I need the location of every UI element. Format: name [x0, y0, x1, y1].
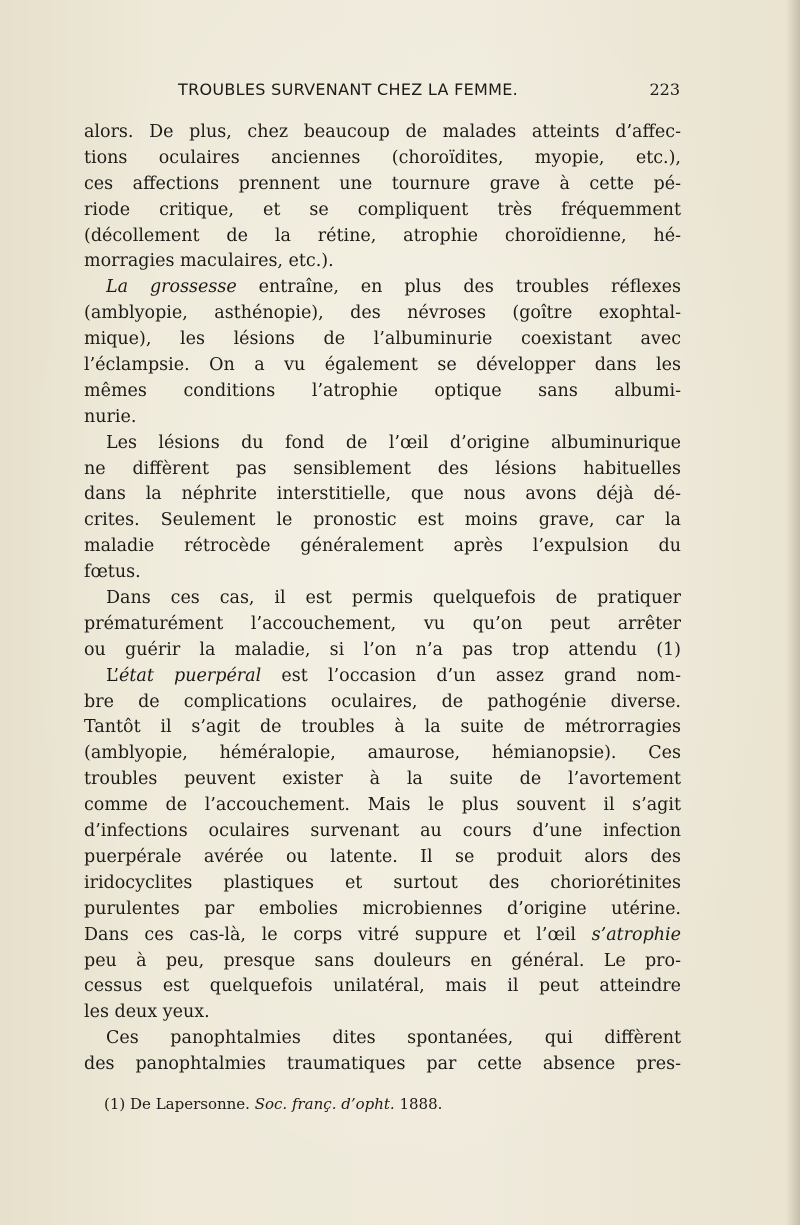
- text-line: (amblyopie, asthénopie), des névroses (goître exophtal-: [84, 303, 681, 324]
- text-line: ne diffèrent pas sensiblement des lésions habituelles: [84, 458, 681, 479]
- italic-phrase: La grossesse: [106, 277, 237, 298]
- text-run: Dans ces cas-là, le corps vitré suppure et l’œil: [84, 924, 592, 945]
- text-line: [84, 664, 681, 690]
- text-line: bre de complications oculaires, de pathogénie diverse.: [84, 691, 681, 712]
- text-run: entraîne, en plus des troubles réflexes: [236, 277, 681, 298]
- text-line: Ces panophtalmies dites spontanées, qui diffèrent: [106, 1028, 681, 1049]
- page-header: [88, 78, 680, 108]
- footnote: [104, 1095, 664, 1113]
- text-line: dans la néphrite interstitielle, que nous avons déjà dé-: [84, 484, 681, 505]
- italic-phrase: état puerpéral: [119, 665, 262, 686]
- text-line: riode critique, et se compliquent très fréquemment: [84, 199, 681, 220]
- text-line: nurie.: [84, 406, 137, 427]
- text-line: alors. De plus, chez beaucoup de malades atteints d’affec-: [84, 122, 681, 142]
- footnote-year: 1888.: [394, 1095, 443, 1113]
- text-line: maladie rétrocède généralement après l’expulsion du: [84, 536, 681, 557]
- text-line: l’éclampsie. On a vu également se développer dans les: [84, 355, 681, 376]
- text-line: troubles peuvent exister à la suite de l’avortement: [84, 769, 681, 790]
- text-line: ces affections prennent une tournure grave à cette pé-: [84, 173, 681, 194]
- text-line: des panophtalmies traumatiques par cette absence pres-: [84, 1054, 681, 1075]
- text-line: fœtus.: [84, 562, 141, 583]
- text-line: d’infections oculaires survenant au cours d’une infection: [84, 821, 681, 842]
- text-line: Tantôt il s’agit de troubles à la suite de métrorragies: [84, 717, 681, 738]
- text-line: prématurément l’accouchement, vu qu’on peut arrêter: [84, 613, 681, 634]
- text-line: morragies maculaires, etc.).: [84, 251, 334, 272]
- text-line: iridocyclites plastiques et surtout des choriorétinites: [84, 872, 681, 893]
- text-line: (décollement de la rétine, atrophie choroïdienne, hé-: [84, 225, 681, 246]
- text-line: mique), les lésions de l’albuminurie coexistant avec: [84, 329, 681, 350]
- body-text: [84, 120, 681, 1078]
- text-run: est l’occasion d’un assez grand nom-: [261, 665, 681, 686]
- text-line: tions oculaires anciennes (choroïdites, myopie, etc.),: [84, 147, 681, 168]
- text-line: les deux yeux.: [84, 1002, 210, 1023]
- text-line: (amblyopie, héméralopie, amaurose, hémianopsie). Ces: [84, 743, 681, 764]
- text-line: Dans ces cas, il est permis quelquefois de pratiquer: [106, 588, 681, 609]
- footnote-journal: Soc. franç. d’opht.: [254, 1095, 395, 1113]
- text-line: [84, 275, 681, 301]
- italic-phrase: s’atrophie: [591, 924, 681, 945]
- text-line: puerpérale avérée ou latente. Il se produit alors des: [84, 846, 681, 867]
- page-edge-shadow: [786, 0, 800, 1225]
- text-line: peu à peu, presque sans douleurs en général. Le pro-: [84, 950, 681, 971]
- text-line: crites. Seulement le pronostic est moins grave, car la: [84, 510, 681, 531]
- text-line: purulentes par embolies microbiennes d’origine utérine.: [84, 898, 681, 919]
- running-title: TROUBLES SURVENANT CHEZ LA FEMME.: [178, 80, 519, 99]
- text-line: [84, 923, 681, 949]
- footnote-marker: (1): [104, 1095, 126, 1113]
- text-line: Les lésions du fond de l’œil d’origine albuminurique: [106, 432, 681, 453]
- page-number: 223: [649, 80, 680, 99]
- text-line: cessus est quelquefois unilatéral, mais il peut atteindre: [84, 976, 681, 997]
- text-line: mêmes conditions l’atrophie optique sans albumi-: [84, 380, 681, 401]
- text-line: ou guérir la maladie, si l’on n’a pas trop attendu (1): [84, 639, 681, 660]
- footnote-author: De Lapersonne.: [125, 1095, 255, 1113]
- text-line: comme de l’accouchement. Mais le plus souvent il s’agit: [84, 795, 681, 816]
- text-run: L’: [106, 665, 119, 686]
